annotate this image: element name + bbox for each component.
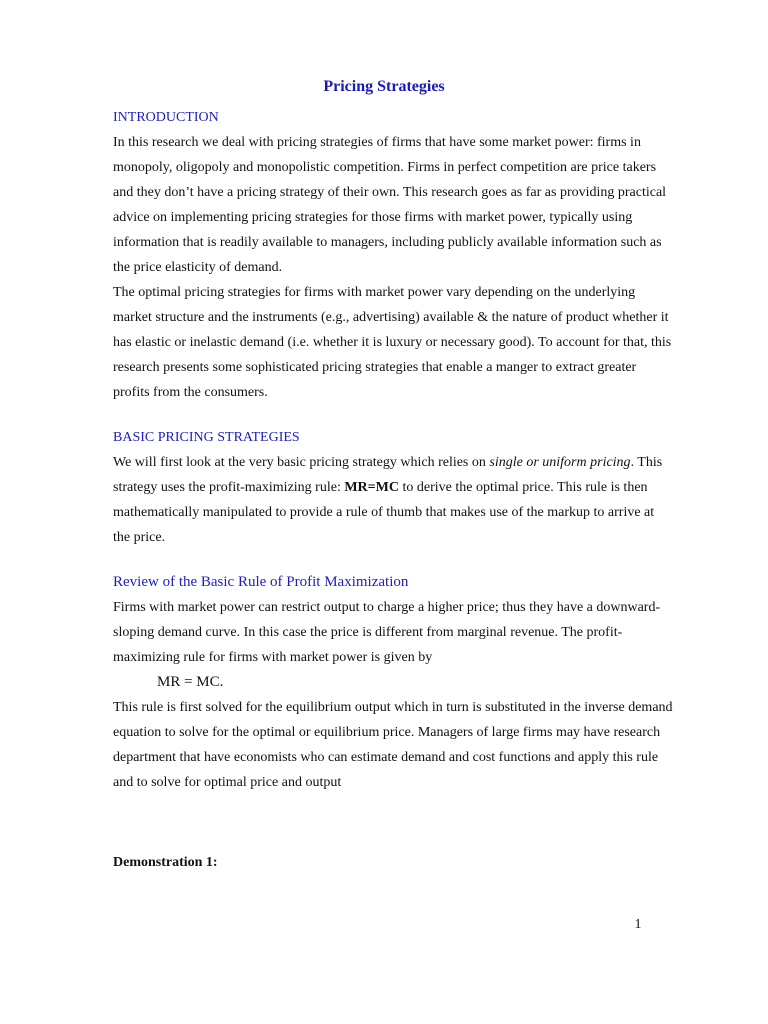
basic-strategies-heading: BASIC PRICING STRATEGIES	[113, 430, 300, 445]
section-spacer	[113, 550, 673, 570]
basic-text-mid: . This strategy uses the profit-maximizing rule:	[113, 455, 663, 495]
section-spacer	[113, 405, 673, 425]
document-body	[113, 105, 673, 795]
document-title: Pricing Strategies	[323, 78, 445, 95]
review-paragraph-1: Firms with market power can restrict output to charge a higher price; thus they have a downward-sloping demand curve. In this case the price is different from marginal revenue. The profit-maximizing rule for firms with market power is given by	[113, 600, 661, 665]
introduction-heading: INTRODUCTION	[113, 110, 219, 125]
review-heading: Review of the Basic Rule of Profit Maximization	[113, 574, 409, 590]
page-number: 1	[634, 917, 642, 932]
introduction-paragraph-1: In this research we deal with pricing strategies of firms that have some market power: firms in monopoly, oligopoly and monopolistic competition. Firms in perfect competition are price takers and they don’t have a pricing strategy of their own. This research goes as far as providing practical advice on implementing pricing strategies for those firms with market power, typically using information that is readily available to managers, including publicly available information such as the price elasticity of demand.	[113, 135, 667, 275]
review-paragraph-2: This rule is first solved for the equilibrium output which in turn is substituted in the inverse demand equation to solve for the optimal or equilibrium price. Managers of large firms may have research department that have economists who can estimate demand and cost functions and apply this rule and to solve for optimal price and output	[113, 700, 673, 790]
basic-text-after: to derive the optimal price. This rule is then mathematically manipulated to provide a rule of thumb that makes use of the markup to arrive at the price.	[113, 480, 655, 545]
basic-text-before: We will first look at the very basic pricing strategy which relies on	[113, 455, 490, 470]
basic-bold-rule: MR=MC	[344, 480, 399, 495]
basic-italic-term: single or uniform pricing	[489, 455, 631, 470]
profit-max-equation: MR = MC.	[157, 674, 224, 690]
introduction-paragraph-2: The optimal pricing strategies for firms with market power vary depending on the underlying market structure and the instruments (e.g., advertising) available & the nature of product whether it has elastic or inelastic demand (i.e. whether it is luxury or necessary good). To account for that, this research presents some sophisticated pricing strategies that enable a manger to extract greater profits from the consumers.	[113, 285, 672, 400]
basic-strategies-paragraph	[113, 450, 673, 550]
demonstration-heading: Demonstration 1:	[113, 855, 218, 870]
